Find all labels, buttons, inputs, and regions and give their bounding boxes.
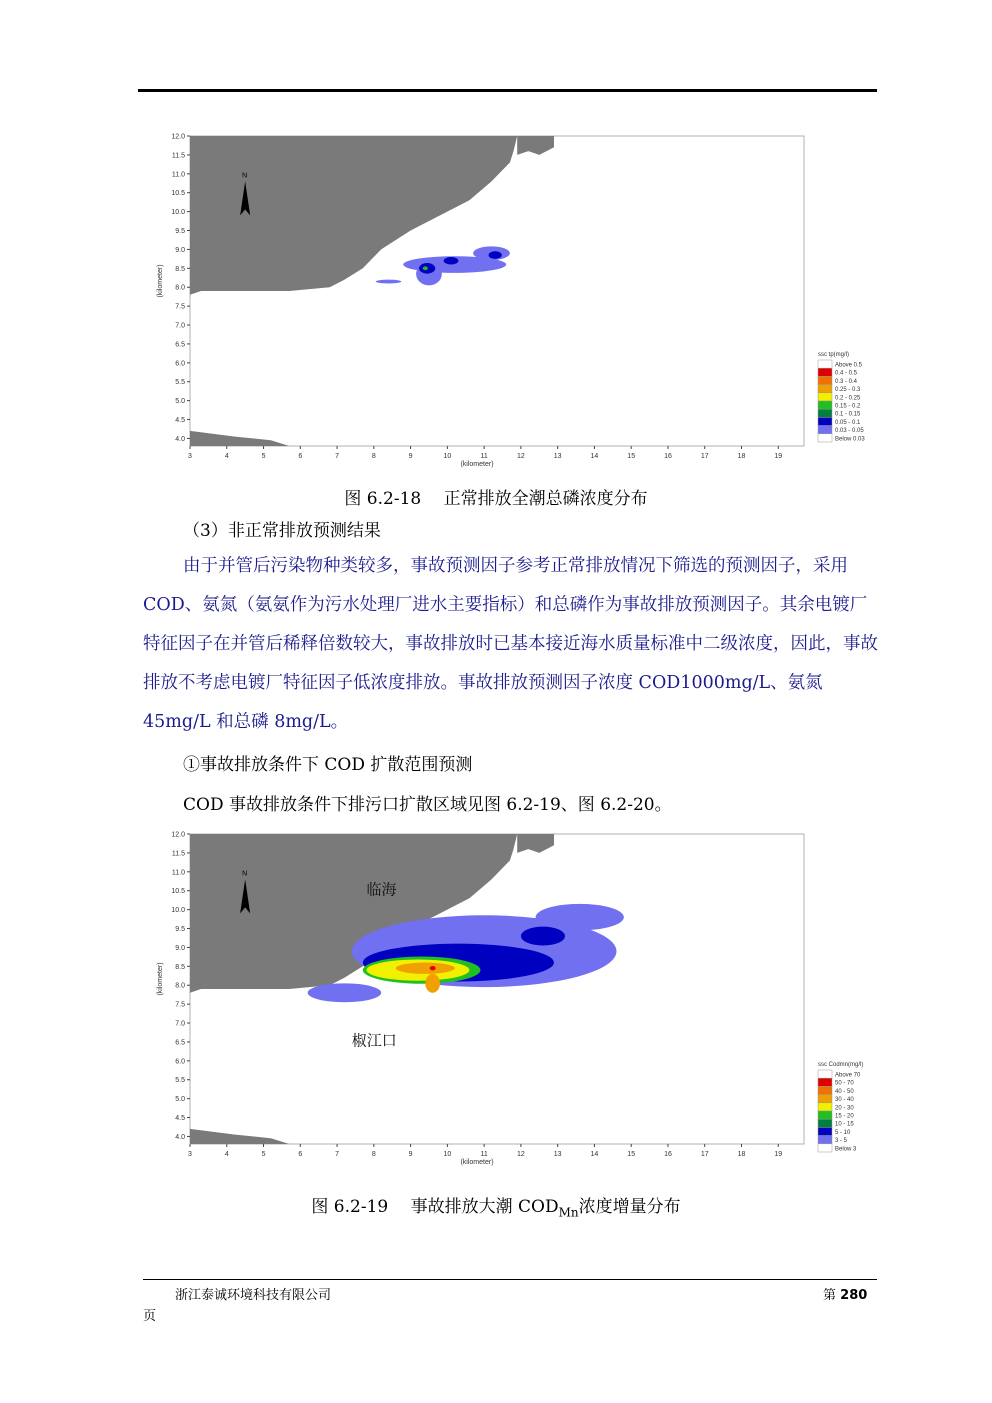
x-tick-label: 4 [224, 453, 229, 460]
y-tick-label: 6.0 [175, 360, 185, 368]
x-tick-label: 18 [737, 453, 746, 460]
plume-contour-7 [396, 963, 455, 974]
legend-label: 15 - 20 [835, 1113, 854, 1120]
y-tick-label: 5.0 [175, 398, 185, 406]
x-tick-label: 7 [335, 453, 340, 460]
legend-label: Above 70 [835, 1072, 861, 1079]
x-tick-label: 3 [188, 1151, 192, 1158]
x-tick-label: 4 [224, 1151, 229, 1158]
y-tick-label: 12.0 [171, 831, 185, 839]
y-tick-label: 6.0 [175, 1058, 185, 1066]
x-tick-label: 11 [480, 453, 488, 460]
x-tick-label: 6 [298, 1151, 303, 1158]
plume-contour-1 [308, 983, 382, 1002]
legend-swatch [818, 1095, 832, 1103]
x-tick-label: 10 [443, 453, 452, 460]
legend-swatch [818, 1136, 832, 1144]
legend-swatch [818, 385, 832, 393]
legend-label: 0.4 - 0.5 [835, 370, 858, 377]
y-tick-label: 10.0 [171, 907, 185, 915]
legend-swatch [818, 426, 832, 434]
legend-swatch [818, 434, 832, 442]
legend-label: 0.2 - 0.25 [835, 395, 861, 402]
x-tick-label: 3 [188, 453, 192, 460]
y-tick-label: 7.5 [175, 1001, 185, 1009]
place-label-jiaojiangkou: 椒江口 [351, 1032, 397, 1050]
y-tick-label: 5.5 [175, 379, 185, 387]
y-tick-label: 7.0 [175, 1020, 185, 1028]
legend-label: 20 - 30 [835, 1105, 854, 1112]
x-tick-label: 5 [261, 453, 266, 460]
legend-swatch [818, 393, 832, 401]
y-tick-label: 10.0 [171, 209, 185, 217]
header-rule [138, 89, 877, 92]
caption-tail: 浓度增量分布 [578, 1197, 681, 1217]
y-axis-label: (kilometer) [157, 962, 164, 996]
x-tick-label: 15 [627, 453, 636, 460]
legend-swatch [818, 360, 832, 368]
x-tick-label: 14 [590, 1151, 599, 1158]
x-tick-label: 9 [408, 453, 413, 460]
y-tick-label: 8.0 [175, 982, 185, 990]
legend-swatch [818, 368, 832, 376]
x-tick-label: 8 [371, 1151, 376, 1158]
y-tick-label: 10.5 [171, 190, 185, 198]
legend-label: 10 - 15 [835, 1121, 854, 1128]
figure-caption-6-2-19 [0, 1192, 992, 1219]
plume-contour-5 [489, 251, 502, 259]
x-tick-label: 12 [516, 453, 525, 460]
legend-label: 50 - 70 [835, 1080, 854, 1087]
y-tick-label: 8.0 [175, 284, 185, 292]
x-tick-label: 16 [664, 453, 672, 460]
legend-label: 40 - 50 [835, 1088, 854, 1095]
legend-label: Below 3 [835, 1146, 857, 1153]
legend-swatch [818, 401, 832, 409]
legend-label: Above 0.5 [835, 362, 863, 369]
footer-company: 浙江泰诚环境科技有限公司 [175, 1288, 332, 1303]
y-tick-label: 7.0 [175, 322, 185, 330]
y-tick-label: 6.5 [175, 1039, 185, 1047]
x-tick-label: 6 [298, 453, 303, 460]
y-tick-label: 4.5 [175, 1115, 185, 1123]
x-tick-label: 12 [516, 1151, 525, 1158]
north-label: N [242, 172, 248, 180]
subheading-cod: ①事故排放条件下 COD 扩散范围预测 [183, 755, 473, 775]
y-tick-label: 4.0 [175, 1133, 185, 1141]
y-tick-label: 4.0 [175, 435, 185, 443]
place-label-linhai: 临海 [366, 881, 397, 899]
plume-contour-8 [425, 974, 440, 993]
figure-caption-6-2-18: 图 6.2-18 正常排放全潮总磷浓度分布 [344, 489, 648, 509]
figure-cod-map [150, 826, 880, 1176]
y-tick-label: 12.0 [171, 133, 185, 141]
y-tick-label: 11.5 [171, 850, 185, 858]
y-axis-label: (kilometer) [157, 264, 164, 298]
x-tick-label: 10 [443, 1151, 452, 1158]
x-tick-label: 8 [371, 453, 376, 460]
y-tick-label: 6.5 [175, 341, 185, 349]
legend-swatch [818, 1078, 832, 1086]
y-tick-label: 11.5 [171, 152, 185, 160]
plume-contour-4 [444, 257, 459, 265]
legend-swatch [818, 376, 832, 384]
legend-swatch [818, 1127, 832, 1135]
caption-main: 图 6.2-19 事故排放大潮 COD [311, 1197, 559, 1217]
legend-swatch [818, 1144, 832, 1152]
x-tick-label: 17 [700, 1151, 709, 1158]
y-tick-label: 9.0 [175, 944, 185, 952]
section-heading: （3）非正常排放预测结果 [183, 521, 381, 541]
x-tick-label: 13 [553, 453, 562, 460]
caption-subscript: Mn [558, 1205, 579, 1220]
legend-title: ssc tp(mg/l) [818, 352, 850, 358]
y-tick-label: 10.5 [171, 888, 185, 896]
y-tick-label: 11.0 [171, 171, 185, 179]
legend-label: 5 - 10 [835, 1129, 851, 1136]
body-paragraph: 由于并管后污染物种类较多，事故预测因子参考正常排放情况下筛选的预测因子，采用 COD、氨氮（氨氨作为污水处理厂进水主要指标）和总磷作为事故排放预测因子。其余电镀厂特征因子在并管后稀释倍数较大，事故排放时已基本接近海水质量标准中二级浓度，因此，事故排放不考虑电镀厂特征因子低浓度排放。事故排放预测因子浓度 COD1000mg/L、氨氮 45mg/L 和总磷 8mg/L。 [143, 556, 878, 732]
legend-label: 0.05 - 0.1 [835, 419, 861, 426]
y-tick-label: 9.0 [175, 246, 185, 254]
x-axis-label: (kilometer) [460, 1159, 494, 1166]
footer-page-number [823, 1284, 867, 1303]
y-tick-label: 5.5 [175, 1077, 185, 1085]
legend-label: 0.3 - 0.4 [835, 378, 858, 385]
legend-swatch [818, 417, 832, 425]
y-tick-label: 9.5 [175, 926, 185, 934]
page-number: 280 [840, 1288, 868, 1303]
x-tick-label: 11 [480, 1151, 488, 1158]
y-tick-label: 11.0 [171, 869, 185, 877]
x-tick-label: 7 [335, 1151, 340, 1158]
plume-contour-4 [521, 927, 565, 946]
x-axis-label: (kilometer) [460, 461, 494, 468]
legend-swatch [818, 1103, 832, 1111]
x-tick-label: 15 [627, 1151, 636, 1158]
plume-contour-2 [536, 904, 624, 930]
x-tick-label: 5 [261, 1151, 266, 1158]
x-tick-label: 16 [664, 1151, 672, 1158]
legend-label: 30 - 40 [835, 1097, 854, 1104]
legend-swatch [818, 1111, 832, 1119]
page-prefix: 第 [823, 1288, 837, 1303]
legend-label: 0.15 - 0.2 [835, 403, 861, 410]
x-tick-label: 19 [774, 453, 783, 460]
footer-rule [143, 1279, 877, 1280]
plume-contour-9 [430, 966, 436, 971]
north-label: N [242, 870, 248, 878]
legend-swatch [818, 1070, 832, 1078]
legend-title: ssc Codmn(mg/l) [818, 1062, 864, 1068]
legend-swatch [818, 409, 832, 417]
y-tick-label: 8.5 [175, 265, 185, 273]
plume-contour-6 [423, 266, 428, 270]
y-tick-label: 5.0 [175, 1096, 185, 1104]
legend-swatch [818, 1119, 832, 1127]
legend-label: 3 - 5 [835, 1138, 848, 1145]
y-tick-label: 7.5 [175, 303, 185, 311]
legend-label: 0.03 - 0.05 [835, 428, 864, 435]
legend-swatch [818, 1086, 832, 1094]
figure-total-phosphorus-map [150, 128, 880, 473]
x-tick-label: 19 [774, 1151, 783, 1158]
legend-label: Below 0.03 [835, 436, 865, 443]
x-tick-label: 18 [737, 1151, 746, 1158]
legend-label: 0.25 - 0.3 [835, 387, 861, 394]
x-tick-label: 14 [590, 453, 599, 460]
y-tick-label: 4.5 [175, 417, 185, 425]
figure-reference-line: COD 事故排放条件下排污口扩散区域见图 6.2-19、图 6.2-20。 [183, 795, 672, 815]
legend-label: 0.1 - 0.15 [835, 411, 861, 418]
footer-page-suffix: 页 [143, 1309, 157, 1324]
plume-contour-7 [376, 280, 402, 284]
x-tick-label: 17 [700, 453, 709, 460]
x-tick-label: 13 [553, 1151, 562, 1158]
x-tick-label: 9 [408, 1151, 413, 1158]
y-tick-label: 9.5 [175, 228, 185, 236]
y-tick-label: 8.5 [175, 963, 185, 971]
